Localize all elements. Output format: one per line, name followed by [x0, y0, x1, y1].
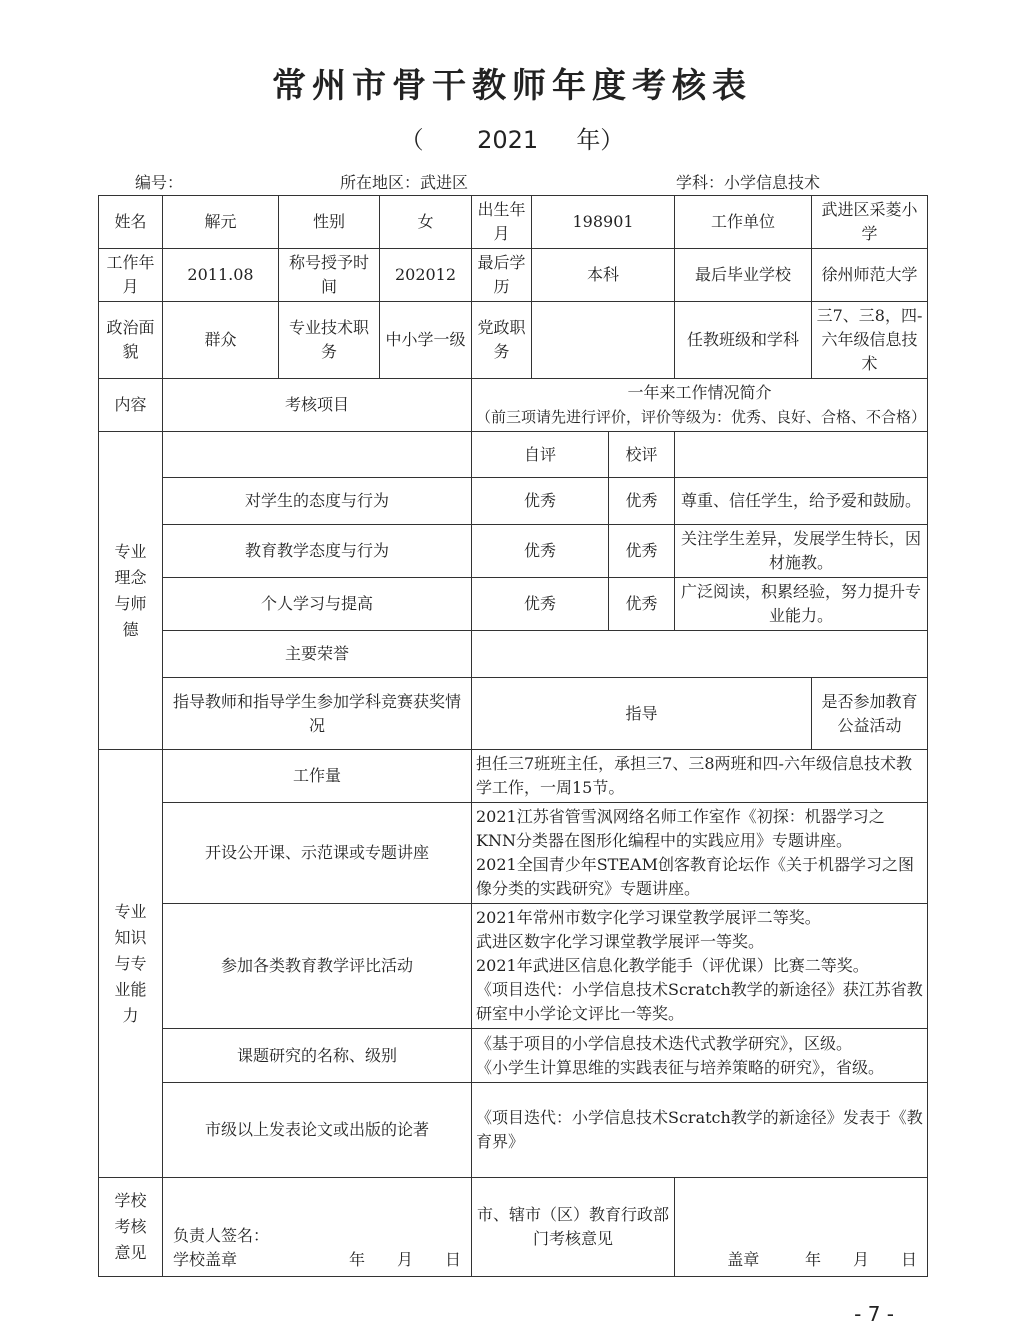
- lecture-item: 2021江苏省管雪沨网络名师工作室作《初探：机器学习之KNN分类器在图形化编程中的实践应用》专题讲座。: [476, 807, 885, 850]
- school-eval-header: 校评: [609, 432, 675, 478]
- form-title: 常州市骨干教师年度考核表: [272, 66, 752, 106]
- item-header: 考核项目: [163, 379, 472, 432]
- workload-row: [99, 750, 928, 803]
- birth-value: 198901: [532, 196, 675, 249]
- prof-title-value: 中小学一级: [380, 302, 472, 379]
- school-eval: 优秀: [609, 478, 675, 525]
- school-opinion-label-text: 学校考核意见: [114, 1191, 147, 1262]
- teaching-value: 三7、三8，四-六年级信息技术: [812, 302, 928, 379]
- summary-title: 一年来工作情况简介: [627, 383, 772, 402]
- signer-label: 负责人签名：: [173, 1226, 270, 1245]
- content-header-row: [99, 379, 928, 432]
- honor-row: [99, 631, 928, 678]
- edu-label: 最后学历: [472, 249, 532, 302]
- edu-value: 本科: [532, 249, 675, 302]
- city-opinion-label: 市、辖市（区）教育行政部门考核意见: [472, 1178, 675, 1277]
- school-eval: 优秀: [609, 525, 675, 578]
- prof-title-label: 专业技术职务: [279, 302, 380, 379]
- city-stamp: 盖章: [727, 1250, 760, 1269]
- year-open: （: [399, 126, 424, 154]
- content-label: 内容: [99, 379, 163, 432]
- party-value: [532, 302, 675, 379]
- eval-item: 个人学习与提高: [163, 578, 472, 631]
- opinion-row: [99, 1178, 928, 1277]
- research-value: [472, 1029, 928, 1083]
- self-eval: 优秀: [472, 525, 609, 578]
- basic-row-1: [99, 196, 928, 249]
- subject-label: 学科：小学信息技术: [676, 173, 821, 192]
- guidance-value: 指导: [472, 678, 812, 750]
- self-eval: 优秀: [472, 578, 609, 631]
- paper-row: [99, 1083, 928, 1178]
- page-number: - 7 -: [854, 1302, 894, 1326]
- public-label: 是否参加教育公益活动: [812, 678, 928, 750]
- politics-value: 群众: [163, 302, 279, 379]
- school-label: 最后毕业学校: [675, 249, 812, 302]
- competition-value: [472, 904, 928, 1029]
- work-date-label: 工作年月: [99, 249, 163, 302]
- gender-label: 性别: [279, 196, 380, 249]
- name-value: 解元: [163, 196, 279, 249]
- assessment-table: [98, 195, 928, 1277]
- eval-desc: 关注学生差异，发展学生特长，因材施教。: [675, 525, 928, 578]
- eval-header-row: [99, 432, 928, 478]
- work-date-value: 2011.08: [163, 249, 279, 302]
- research-item: 《小学生计算思维的实践表征与培养策略的研究》，省级。: [476, 1057, 885, 1077]
- region-label: 所在地区：武进区: [340, 173, 469, 192]
- paper-label: 市级以上发表论文或出版的论著: [163, 1083, 472, 1178]
- year-value: 2021: [477, 126, 539, 154]
- lecture-row: [99, 803, 928, 904]
- competition-item: 《项目迭代：小学信息技术Scratch教学的新途径》获江苏省教研室中小学论文评比一等奖。: [476, 980, 923, 1023]
- self-eval-header: 自评: [472, 432, 609, 478]
- section1-label-text: 专业理念与师德: [114, 541, 147, 639]
- table-row: [99, 478, 928, 525]
- self-eval: 优秀: [472, 478, 609, 525]
- party-label: 党政职务: [472, 302, 532, 379]
- school-opinion-cell: [163, 1178, 472, 1277]
- basic-row-2: [99, 249, 928, 302]
- lecture-label: 开设公开课、示范课或专题讲座: [163, 803, 472, 904]
- gender-value: 女: [380, 196, 472, 249]
- honor-label: 主要荣誉: [163, 631, 472, 678]
- guidance-label: 指导教师和指导学生参加学科竞赛获奖情况: [163, 678, 472, 750]
- unit-label: 工作单位: [675, 196, 812, 249]
- form-year: [0, 120, 1024, 155]
- number-label: 编号：: [135, 173, 184, 192]
- research-item: 《基于项目的小学信息技术迭代式教学研究》，区级。: [476, 1033, 853, 1053]
- politics-label: 政治面貌: [99, 302, 163, 379]
- competition-label: 参加各类教育教学评比活动: [163, 904, 472, 1029]
- year-unit: 年）: [576, 126, 625, 154]
- section2-label-text: 专业知识与专业能力: [114, 901, 147, 1025]
- paper-value: 《项目迭代：小学信息技术Scratch教学的新途径》发表于《教育界》: [472, 1083, 928, 1178]
- eval-header-empty: [163, 432, 472, 478]
- school-value: 徐州师范大学: [812, 249, 928, 302]
- competition-item: 2021年武进区信息化教学能手（评优课）比赛二等奖。: [476, 956, 869, 975]
- teaching-label: 任教班级和学科: [675, 302, 812, 379]
- guidance-row: [99, 678, 928, 750]
- name-label: 姓名: [99, 196, 163, 249]
- city-date: 年 月 日: [805, 1250, 918, 1269]
- city-stamp-date: [727, 1248, 917, 1272]
- competition-item: 武进区数字化学习课堂教学展评一等奖。: [476, 932, 765, 951]
- research-row: [99, 1029, 928, 1083]
- title-date-value: 202012: [380, 249, 472, 302]
- table-row: [99, 525, 928, 578]
- basic-row-3: [99, 302, 928, 379]
- school-stamp: 学校盖章: [173, 1250, 238, 1269]
- workload-label: 工作量: [163, 750, 472, 803]
- summary-header: [472, 379, 928, 432]
- eval-header-desc: [675, 432, 928, 478]
- eval-item: 教育教学态度与行为: [163, 525, 472, 578]
- workload-value: 担任三7班班主任，承担三7、三8两班和四-六年级信息技术教学工作，一周15节。: [472, 750, 928, 803]
- summary-note: （前三项请先进行评价，评价等级为：优秀、良好、合格、不合格）: [476, 408, 927, 426]
- school-eval: 优秀: [609, 578, 675, 631]
- research-label: 课题研究的名称、级别: [163, 1029, 472, 1083]
- title-date-label: 称号授予时间: [279, 249, 380, 302]
- competition-item: 2021年常州市数字化学习课堂教学展评二等奖。: [476, 908, 821, 927]
- table-row: [99, 578, 928, 631]
- lecture-value: [472, 803, 928, 904]
- eval-item: 对学生的态度与行为: [163, 478, 472, 525]
- eval-desc: 尊重、信任学生，给予爱和鼓励。: [675, 478, 928, 525]
- birth-label: 出生年月: [472, 196, 532, 249]
- school-date: 年 月 日: [348, 1250, 461, 1269]
- lecture-item: 2021全国青少年STEAM创客教育论坛作《关于机器学习之图像分类的实践研究》专题讲座。: [476, 855, 914, 898]
- section1-label: [99, 432, 163, 750]
- school-opinion-label: [99, 1178, 163, 1277]
- competition-row: [99, 904, 928, 1029]
- unit-value: 武进区采菱小学: [812, 196, 928, 249]
- section2-label: [99, 750, 163, 1178]
- honor-value: [472, 631, 928, 678]
- eval-desc: 广泛阅读，积累经验，努力提升专业能力。: [675, 578, 928, 631]
- city-opinion-cell: [675, 1178, 928, 1277]
